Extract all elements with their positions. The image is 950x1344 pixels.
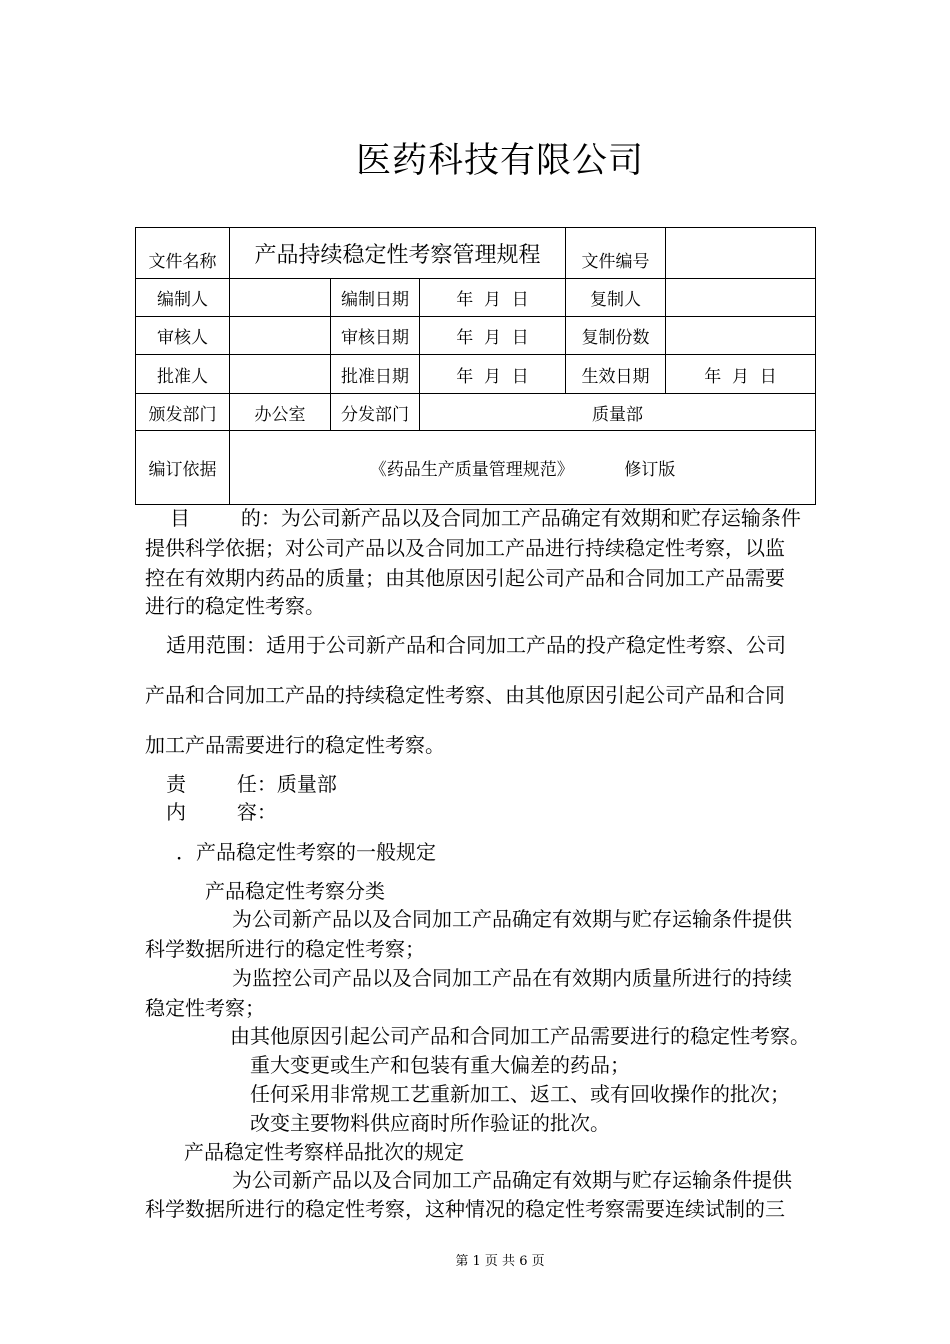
review-date-label: 审核日期	[331, 317, 420, 355]
class-item-1-line-1: 为公司新产品以及合同加工产品确定有效期与贮存运输条件提供	[232, 907, 792, 931]
purpose-line-3: 控在有效期内药品的质量；由其他原因引起公司产品和合同加工产品需要	[145, 566, 785, 590]
author-date-label: 编制日期	[331, 279, 420, 317]
review-date-value: 年 月 日	[420, 317, 566, 355]
issue-dept-value: 办公室	[230, 394, 331, 431]
page-footer: 第 1 页 共 6 页	[455, 1254, 545, 1269]
purpose-line-1: 目 的：为公司新产品以及合同加工产品确定有效期和贮存运输条件	[170, 506, 801, 530]
doc-no-label: 文件编号	[566, 228, 666, 279]
scope-line-1: 适用范围：适用于公司新产品和合同加工产品的投产稳定性考察、公司	[166, 633, 786, 657]
doc-no-value	[666, 228, 816, 279]
scope-line-3: 加工产品需要进行的稳定性考察。	[145, 733, 445, 757]
purpose-line-4: 进行的稳定性考察。	[145, 594, 325, 618]
sub-item-1: 重大变更或生产和包装有重大偏差的药品；	[250, 1053, 630, 1077]
class-item-2-line-1: 为监控公司产品以及合同加工产品在有效期内质量所进行的持续	[232, 966, 792, 990]
scope-line-2: 产品和合同加工产品的持续稳定性考察、由其他原因引起公司产品和合同	[145, 683, 785, 707]
basis-value: 《药品生产质量管理规范》	[369, 460, 574, 480]
copier-label: 复制人	[566, 279, 666, 317]
approver-value	[230, 355, 331, 394]
content-heading: 内 容：	[166, 800, 277, 824]
subsection-classification: 产品稳定性考察分类	[205, 879, 385, 903]
batch-rule-line-2: 科学数据所进行的稳定性考察，这种情况的稳定性考察需要连续试制的三	[145, 1197, 785, 1221]
document-info-table	[135, 227, 816, 505]
author-label: 编制人	[136, 279, 230, 317]
author-date-value: 年 月 日	[420, 279, 566, 317]
approver-label: 批准人	[136, 355, 230, 394]
copier-value	[666, 279, 816, 317]
copies-value	[666, 317, 816, 355]
dist-dept-value: 质量部	[420, 394, 816, 431]
basis-value-cell	[230, 431, 816, 505]
company-title: 医药科技有限公司	[355, 141, 644, 181]
approve-date-value: 年 月 日	[420, 355, 566, 394]
responsibility-line: 责 任：质量部	[166, 772, 337, 796]
class-item-2-line-2: 稳定性考察；	[145, 996, 265, 1020]
basis-label: 编订依据	[136, 431, 230, 505]
section-heading-general: ．产品稳定性考察的一般规定	[176, 840, 436, 864]
class-item-1-line-2: 科学数据所进行的稳定性考察；	[145, 937, 425, 961]
sub-item-3: 改变主要物料供应商时所作验证的批次。	[250, 1111, 610, 1135]
sub-item-2: 任何采用非常规工艺重新加工、返工、或有回收操作的批次；	[250, 1082, 790, 1106]
class-item-3: 由其他原因引起公司产品和合同加工产品需要进行的稳定性考察。	[230, 1024, 810, 1048]
subsection-batch-rules: 产品稳定性考察样品批次的规定	[184, 1140, 464, 1164]
batch-rule-line-1: 为公司新产品以及合同加工产品确定有效期与贮存运输条件提供	[232, 1168, 792, 1192]
effective-date-value: 年 月 日	[666, 355, 816, 394]
doc-name-label: 文件名称	[136, 228, 230, 279]
copies-label: 复制份数	[566, 317, 666, 355]
purpose-line-2: 提供科学依据；对公司产品以及合同加工产品进行持续稳定性考察，以监	[145, 536, 785, 560]
effective-date-label: 生效日期	[566, 355, 666, 394]
issue-dept-label: 颁发部门	[136, 394, 230, 431]
author-value	[230, 279, 331, 317]
approve-date-label: 批准日期	[331, 355, 420, 394]
dist-dept-label: 分发部门	[331, 394, 420, 431]
doc-name-value: 产品持续稳定性考察管理规程	[230, 228, 566, 279]
reviewer-label: 审核人	[136, 317, 230, 355]
reviewer-value	[230, 317, 331, 355]
basis-edition: 修订版	[624, 460, 676, 480]
